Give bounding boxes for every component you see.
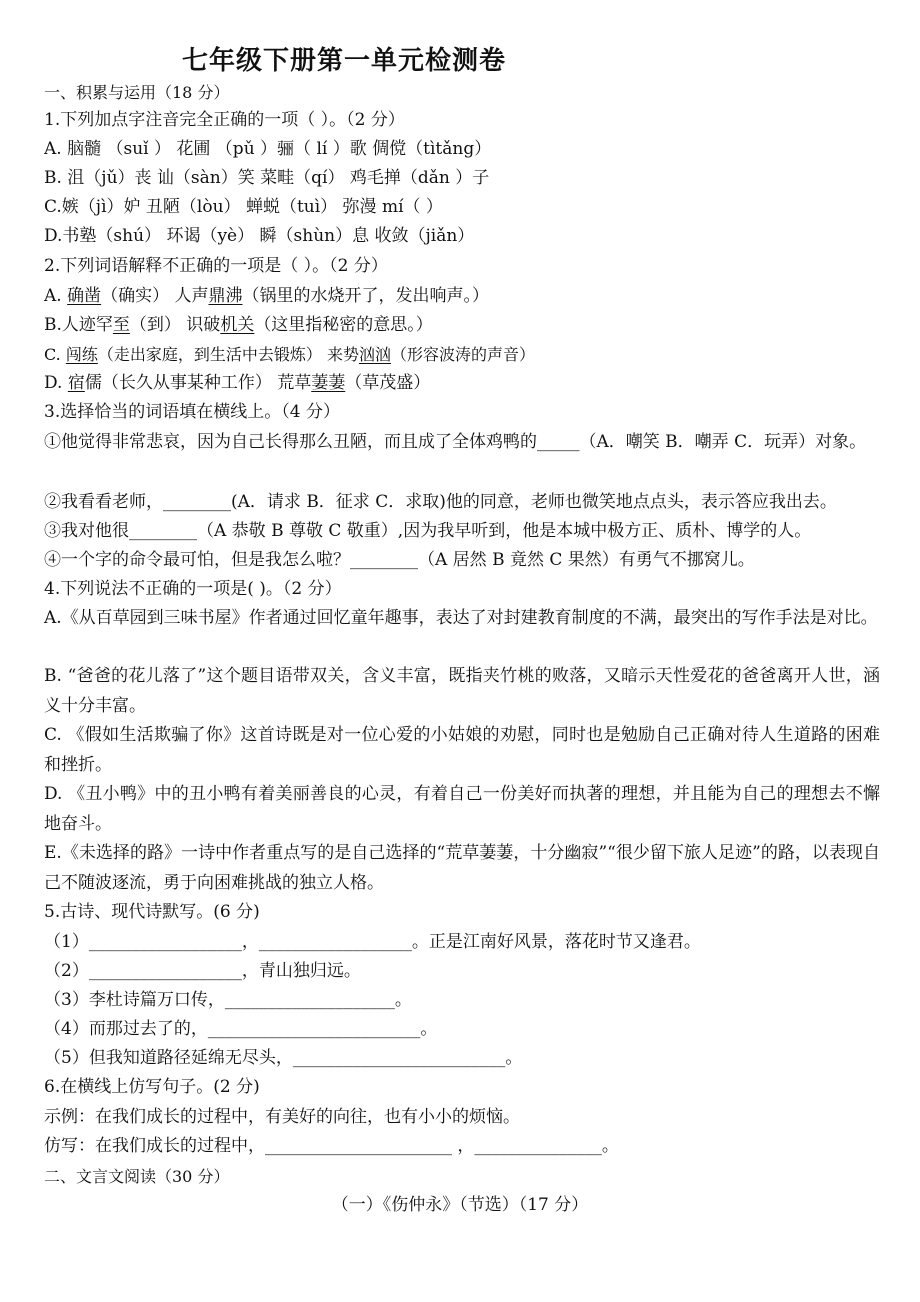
q6-imitate: 仿写：在我们成长的过程中，______________________ ，_______________。 — [44, 1136, 619, 1156]
q2-b-term1: 至 — [112, 315, 130, 335]
page-title: 七年级下册第一单元检测卷 — [182, 46, 507, 76]
q2-d-prefix: D. — [44, 373, 68, 393]
q3-item-1: ①他觉得非常悲哀，因为自己长得那么丑陋，而且成了全体鸡鸭的_____（A．嘲笑 B．嘲弄 C．玩弄）对象。 — [44, 432, 867, 452]
q4-option-a: A.《从百草园到三味书屋》作者通过回忆童年趣事，表达了对封建教育制度的不满，最突出的写作手法是对比。 — [44, 608, 878, 628]
q2-c-term2: 汹汹 — [358, 345, 391, 364]
q6-stem: 6.在横线上仿写句子。(2 分) — [44, 1077, 260, 1097]
q4-option-c: C. 《假如生活欺骗了你》这首诗既是对一位心爱的小姑娘的劝慰，同时也是勉励自己正确对待人生道路的困难和挫折。 — [44, 725, 880, 775]
q2-a-prefix: A. — [44, 286, 68, 306]
q4-option-b: B. “爸爸的花儿落了”这个题目语带双关，含义丰富，既指夹竹桃的败落，又暗示天性爱花的爸爸离开人世，涵义十分丰富。 — [44, 666, 880, 716]
q2-option-c — [44, 340, 884, 369]
q5-line-4: （4）而那过去了的，_________________________。 — [44, 1019, 438, 1039]
q2-a-suffix: （锅里的水烧开了，发出响声。） — [242, 286, 489, 306]
q2-b-suffix: （这里指秘密的意思。） — [254, 315, 433, 335]
q1-option-a: A. 脑髓 （suǐ ） 花圃 （pǔ ）骊（ lí ）歌 倜傥（tìtǎng） — [44, 139, 492, 159]
q5-line-5: （5）但我知道路径延绵无尽头，_________________________。 — [44, 1048, 523, 1068]
q2-b-prefix: B.人迹罕 — [44, 315, 113, 335]
q2-c-prefix: C. — [44, 345, 66, 364]
q2-d-middle: 儒（长久从事某种工作） 荒草 — [84, 373, 312, 393]
q2-b-term2: 机关 — [220, 315, 255, 335]
section-2-subheading: （一）《伤仲永》（节选）（17 分） — [331, 1195, 589, 1215]
q6-example: 示例：在我们成长的过程中，有美好的向往，也有小小的烦恼。 — [44, 1107, 520, 1127]
q2-a-middle: （确实） 人声 — [101, 286, 209, 306]
q3-item-4: ④一个字的命令最可怕，但是我怎么啦？________（A 居然 B 竟然 C 果然）有勇气不挪窝儿。 — [44, 550, 755, 570]
q2-c-suffix: （形容波涛的声音） — [390, 345, 535, 364]
q2-c-term1: 闯练 — [65, 345, 98, 364]
q2-d-term1: 宿 — [67, 373, 85, 393]
q3-item-2: ②我看看老师，________(A．请求 B．征求 C．求取)他的同意，老师也微笑地点点头，表示答应我出去。 — [44, 492, 837, 512]
q5-line-1: （1）__________________，__________________。正是江南好风景，落花时节又逢君。 — [44, 932, 701, 952]
q1-option-c: C.嫉（jì）妒 丑陋（lòu） 蝉蜕（tuì） 弥漫 mí（ ） — [44, 197, 443, 217]
q4-stem: 4.下列说法不正确的一项是( )。（2 分） — [44, 579, 342, 599]
q3-stem: 3.选择恰当的词语填在横线上。（4 分） — [44, 402, 340, 422]
q1-stem: 1.下列加点字注音完全正确的一项（ ）。（2 分） — [44, 110, 405, 130]
q2-a-term2: 鼎沸 — [208, 286, 243, 306]
q2-stem: 2.下列词语解释不正确的一项是（ ）。（2 分） — [44, 256, 388, 276]
q2-a-term1: 确凿 — [67, 286, 102, 306]
q2-option-a — [44, 282, 884, 311]
q2-d-suffix: （草茂盛） — [345, 373, 431, 393]
q3-item-3: ③我对他很________（A 恭敬 B 尊敬 C 敬重）,因为我早听到，他是本城中极方正、质朴、博学的人。 — [44, 521, 812, 541]
q2-option-b — [44, 311, 884, 340]
q2-c-middle: （走出家庭，到生活中去锻炼） 来势 — [97, 345, 359, 364]
section-1-heading: 一、积累与运用（18 分） — [44, 83, 230, 102]
q1-option-d: D.书塾（shú） 环谒（yè） 瞬（shùn）息 收敛（jiǎn） — [44, 226, 475, 246]
q2-d-term2: 萋萋 — [311, 373, 346, 393]
q4-option-e: E.《未选择的路》一诗中作者重点写的是自己选择的“荒草萋萋，十分幽寂”“很少留下旅人足迹”的路，以表现自己不随波逐流，勇于向困难挑战的独立人格。 — [44, 843, 880, 893]
q5-line-2: （2）__________________，青山独归远。 — [44, 961, 361, 981]
q5-stem: 5.古诗、现代诗默写。(6 分) — [44, 902, 260, 922]
q5-line-3: （3）李杜诗篇万口传，____________________。 — [44, 990, 412, 1010]
q2-option-d — [44, 369, 884, 398]
q2-b-middle: （到） 识破 — [129, 315, 221, 335]
section-2-heading: 二、文言文阅读（30 分） — [44, 1167, 230, 1186]
q1-option-b: B. 沮（jǔ）丧 讪（sàn）笑 菜畦（qí） 鸡毛掸（dǎn ）子 — [44, 168, 490, 188]
q4-option-d: D. 《丑小鸭》中的丑小鸭有着美丽善良的心灵，有着自己一份美好而执著的理想，并且能为自己的理想去不懈地奋斗。 — [44, 784, 880, 834]
